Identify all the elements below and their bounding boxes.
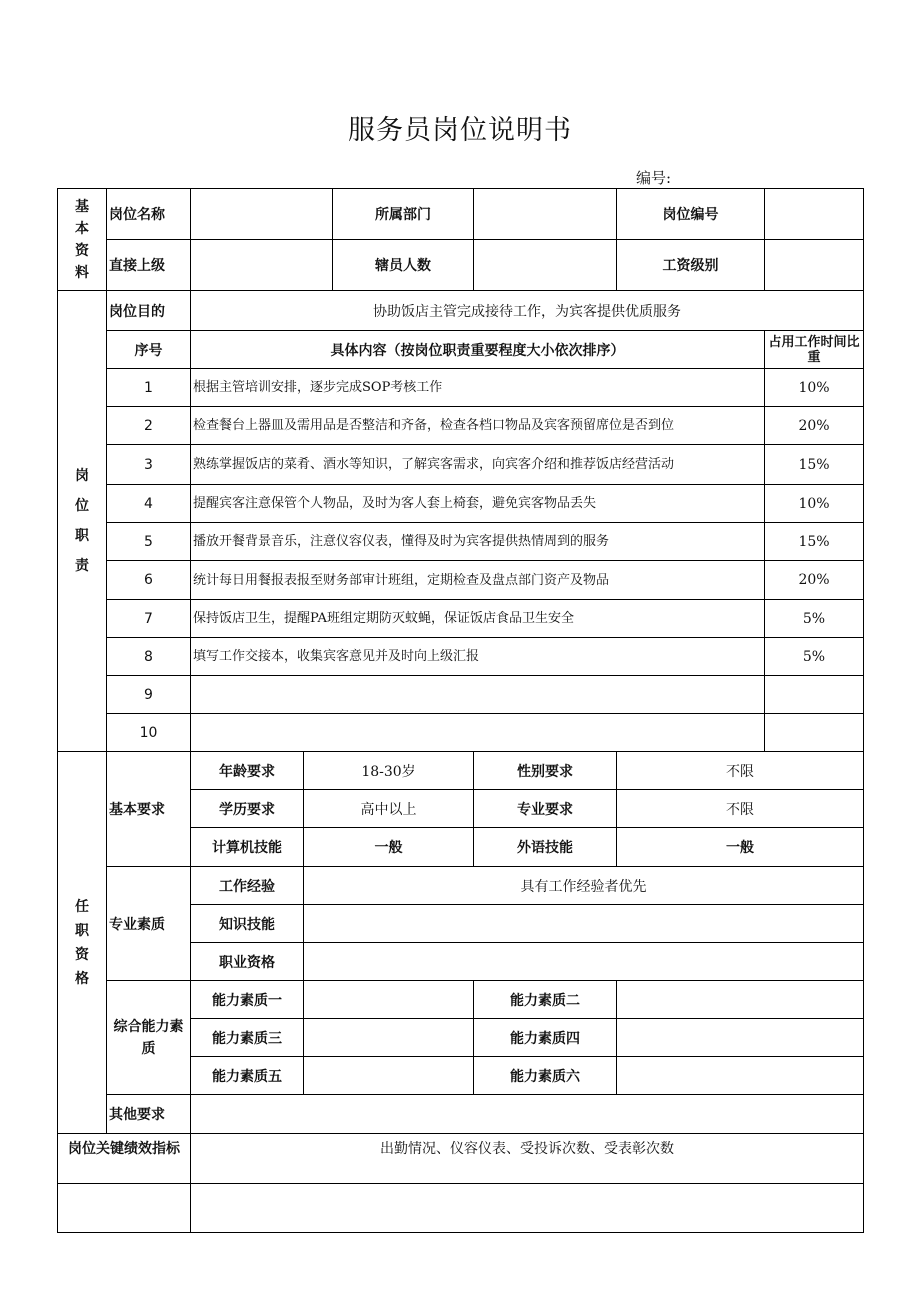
job-description-table bbox=[57, 188, 864, 1233]
position-code-field[interactable] bbox=[765, 189, 864, 240]
duty-weight: 15% bbox=[765, 523, 864, 561]
header-content: 具体内容（按岗位职责重要程度大小依次排序） bbox=[191, 331, 765, 369]
duty-no: 5 bbox=[107, 523, 191, 561]
experience-label: 工作经验 bbox=[191, 867, 304, 905]
ability-5-label: 能力素质五 bbox=[191, 1057, 304, 1095]
basic-req-label: 基本要求 bbox=[107, 752, 191, 867]
knowledge-field[interactable] bbox=[304, 905, 864, 943]
subordinates-field[interactable] bbox=[474, 240, 617, 291]
duty-no: 6 bbox=[107, 561, 191, 600]
header-weight: 占用工作时间比重 bbox=[765, 331, 864, 369]
subordinates-label: 辖员人数 bbox=[333, 240, 474, 291]
other-req-label: 其他要求 bbox=[107, 1095, 191, 1134]
header-no: 序号 bbox=[107, 331, 191, 369]
language-value: 一般 bbox=[617, 828, 864, 867]
duty-weight[interactable] bbox=[765, 714, 864, 752]
duty-no: 8 bbox=[107, 638, 191, 676]
duty-no: 1 bbox=[107, 369, 191, 407]
position-name-label: 岗位名称 bbox=[107, 189, 191, 240]
duty-content[interactable] bbox=[191, 676, 765, 714]
ability-2-label: 能力素质二 bbox=[474, 981, 617, 1019]
salary-grade-label: 工资级别 bbox=[617, 240, 765, 291]
ability-label: 综合能力素质 bbox=[107, 981, 191, 1095]
supervisor-field[interactable] bbox=[191, 240, 333, 291]
supervisor-label: 直接上级 bbox=[107, 240, 191, 291]
duty-weight: 20% bbox=[765, 561, 864, 600]
knowledge-label: 知识技能 bbox=[191, 905, 304, 943]
duty-no: 9 bbox=[107, 676, 191, 714]
education-value: 高中以上 bbox=[304, 790, 474, 828]
duty-weight: 10% bbox=[765, 485, 864, 523]
education-label: 学历要求 bbox=[191, 790, 304, 828]
ability-5-field[interactable] bbox=[304, 1057, 474, 1095]
ability-6-label: 能力素质六 bbox=[474, 1057, 617, 1095]
position-name-field[interactable] bbox=[191, 189, 333, 240]
certificate-field[interactable] bbox=[304, 943, 864, 981]
duty-content: 保持饭店卫生，提醒PA班组定期防灭蚊蝇，保证饭店食品卫生安全 bbox=[191, 600, 765, 638]
gender-label: 性别要求 bbox=[474, 752, 617, 790]
gender-value: 不限 bbox=[617, 752, 864, 790]
major-label: 专业要求 bbox=[474, 790, 617, 828]
age-value: 18-30岁 bbox=[304, 752, 474, 790]
duty-no: 3 bbox=[107, 445, 191, 485]
purpose-label: 岗位目的 bbox=[107, 291, 191, 331]
department-field[interactable] bbox=[474, 189, 617, 240]
purpose-text: 协助饭店主管完成接待工作，为宾客提供优质服务 bbox=[191, 291, 864, 331]
duty-content: 填写工作交接本，收集宾客意见并及时向上级汇报 bbox=[191, 638, 765, 676]
computer-value: 一般 bbox=[304, 828, 474, 867]
ability-6-field[interactable] bbox=[617, 1057, 864, 1095]
duty-no: 10 bbox=[107, 714, 191, 752]
duty-no: 7 bbox=[107, 600, 191, 638]
duty-content: 提醒宾客注意保管个人物品，及时为客人套上椅套，避免宾客物品丢失 bbox=[191, 485, 765, 523]
ability-1-field[interactable] bbox=[304, 981, 474, 1019]
duty-content: 根据主管培训安排，逐步完成SOP考核工作 bbox=[191, 369, 765, 407]
kpi-label: 岗位关键绩效指标 bbox=[58, 1134, 191, 1184]
duty-weight: 10% bbox=[765, 369, 864, 407]
ability-4-field[interactable] bbox=[617, 1019, 864, 1057]
major-value: 不限 bbox=[617, 790, 864, 828]
duty-weight: 15% bbox=[765, 445, 864, 485]
computer-label: 计算机技能 bbox=[191, 828, 304, 867]
duty-weight: 5% bbox=[765, 638, 864, 676]
kpi-value: 出勤情况、仪容仪表、受投诉次数、受表彰次数 bbox=[191, 1134, 864, 1184]
basic-info-section-label: 基本资料 bbox=[58, 189, 107, 291]
ability-1-label: 能力素质一 bbox=[191, 981, 304, 1019]
ability-3-label: 能力素质三 bbox=[191, 1019, 304, 1057]
blank-field[interactable] bbox=[191, 1184, 864, 1233]
certificate-label: 职业资格 bbox=[191, 943, 304, 981]
language-label: 外语技能 bbox=[474, 828, 617, 867]
duty-content: 统计每日用餐报表报至财务部审计班组，定期检查及盘点部门资产及物品 bbox=[191, 561, 765, 600]
duty-weight[interactable] bbox=[765, 676, 864, 714]
duty-weight: 5% bbox=[765, 600, 864, 638]
duty-content: 熟练掌握饭店的菜肴、酒水等知识，了解宾客需求，向宾客介绍和推荐饭店经营活动 bbox=[191, 445, 765, 485]
page-title: 服务员岗位说明书 bbox=[348, 115, 572, 146]
doc-number-label: 编号: bbox=[636, 169, 672, 187]
duty-weight: 20% bbox=[765, 407, 864, 445]
duty-no: 4 bbox=[107, 485, 191, 523]
ability-4-label: 能力素质四 bbox=[474, 1019, 617, 1057]
blank-cell bbox=[58, 1184, 191, 1233]
position-code-label: 岗位编号 bbox=[617, 189, 765, 240]
salary-grade-field[interactable] bbox=[765, 240, 864, 291]
duty-no: 2 bbox=[107, 407, 191, 445]
qualifications-section-label: 任职资格 bbox=[58, 752, 107, 1134]
professional-label: 专业素质 bbox=[107, 867, 191, 981]
duty-content: 检查餐台上器皿及需用品是否整洁和齐备，检查各档口物品及宾客预留席位是否到位 bbox=[191, 407, 765, 445]
other-req-field[interactable] bbox=[191, 1095, 864, 1134]
experience-value: 具有工作经验者优先 bbox=[304, 867, 864, 905]
duty-content[interactable] bbox=[191, 714, 765, 752]
ability-2-field[interactable] bbox=[617, 981, 864, 1019]
ability-3-field[interactable] bbox=[304, 1019, 474, 1057]
age-label: 年龄要求 bbox=[191, 752, 304, 790]
duty-content: 播放开餐背景音乐，注意仪容仪表，懂得及时为宾客提供热情周到的服务 bbox=[191, 523, 765, 561]
duties-section-label: 岗位职责 bbox=[58, 291, 107, 752]
department-label: 所属部门 bbox=[333, 189, 474, 240]
